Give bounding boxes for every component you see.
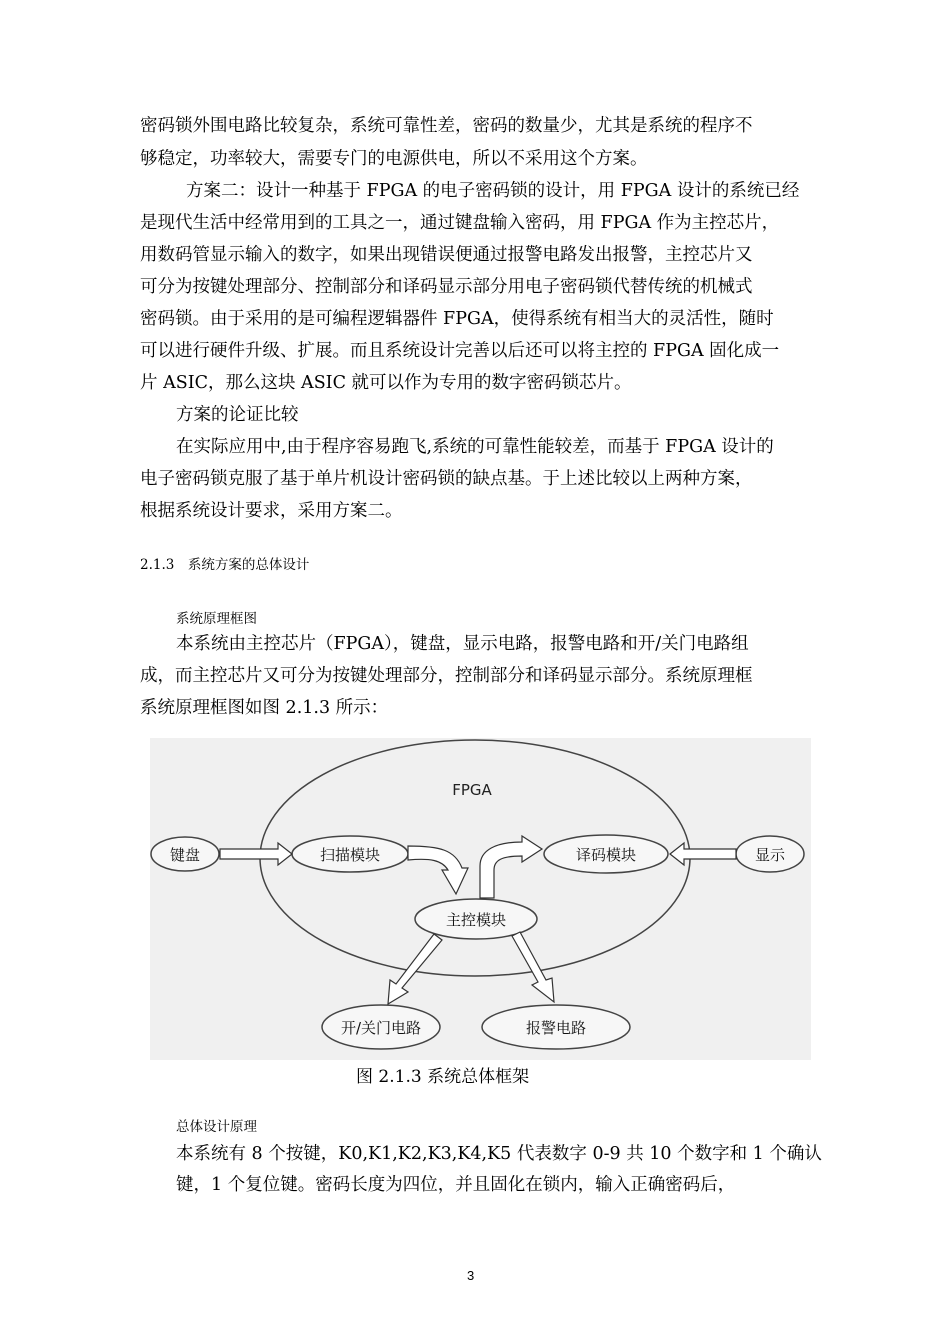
heading-compare: 方案的论证比较 bbox=[176, 405, 299, 425]
system-block-diagram bbox=[150, 738, 811, 1060]
paragraph-line: 在实际应用中,由于程序容易跑飞,系统的可靠性能较差，而基于 FPGA 设计的 bbox=[176, 437, 774, 457]
keyboard-label: 键盘 bbox=[169, 846, 201, 864]
paragraph-line: 片 ASIC，那么这块 ASIC 就可以作为专用的数字密码锁芯片。 bbox=[140, 373, 632, 393]
page-number: 3 bbox=[467, 1268, 475, 1283]
paragraph-line: 根据系统设计要求，采用方案二。 bbox=[140, 501, 403, 521]
paragraph-line: 本系统由主控芯片（FPGA），键盘，显示电路，报警电路和开/关门电路组 bbox=[176, 634, 749, 654]
section-heading: 2.1.3 系统方案的总体设计 bbox=[140, 557, 310, 573]
paragraph-line: 电子密码锁克服了基于单片机设计密码锁的缺点基。于上述比较以上两种方案， bbox=[140, 469, 753, 489]
subheading-diagram: 系统原理框图 bbox=[176, 611, 257, 627]
paragraph-line: 系统原理框图如图 2.1.3 所示： bbox=[140, 698, 389, 718]
main-control-label: 主控模块 bbox=[445, 911, 507, 929]
paragraph-line: 密码锁外围电路比较复杂，系统可靠性差，密码的数量少，尤其是系统的程序不 bbox=[140, 116, 753, 136]
paragraph-line: 用数码管显示输入的数字，如果出现错误便通过报警电路发出报警，主控芯片又 bbox=[140, 245, 753, 265]
paragraph-line: 本系统有 8 个按键，K0,K1,K2,K3,K4,K5 代表数字 0-9 共 10 个数字和 1 个确认 bbox=[176, 1144, 822, 1164]
fpga-label: FPGA bbox=[452, 781, 492, 799]
paragraph-line: 成，而主控芯片又可分为按键处理部分，控制部分和译码显示部分。系统原理框 bbox=[140, 666, 753, 686]
display-label: 显示 bbox=[754, 846, 786, 864]
paragraph-line: 键，1 个复位键。密码长度为四位，并且固化在锁内，输入正确密码后， bbox=[176, 1175, 736, 1195]
arrow-display-to-decode bbox=[670, 843, 736, 865]
paragraph-line: 可以进行硬件升级、扩展。而且系统设计完善以后还可以将主控的 FPGA 固化成一 bbox=[140, 341, 780, 361]
paragraph-line: 方案二：设计一种基于 FPGA 的电子密码锁的设计，用 FPGA 设计的系统已经 bbox=[186, 181, 800, 201]
paragraph-line: 是现代生活中经常用到的工具之一，通过键盘输入密码，用 FPGA 作为主控芯片， bbox=[140, 213, 780, 233]
figure-caption: 图 2.1.3 系统总体框架 bbox=[356, 1067, 530, 1087]
alarm-circuit-label: 报警电路 bbox=[525, 1019, 587, 1037]
paragraph-line: 够稳定，功率较大，需要专门的电源供电，所以不采用这个方案。 bbox=[140, 149, 648, 169]
paragraph-line: 可分为按键处理部分、控制部分和译码显示部分用电子密码锁代替传统的机械式 bbox=[140, 277, 753, 297]
door-circuit-label: 开/关门电路 bbox=[340, 1019, 422, 1037]
paragraph-line: 密码锁。由于采用的是可编程逻辑器件 FPGA，使得系统有相当大的灵活性，随时 bbox=[140, 309, 774, 329]
arrow-keyboard-to-scan bbox=[220, 843, 292, 865]
subheading-principle: 总体设计原理 bbox=[176, 1119, 257, 1135]
decode-module-label: 译码模块 bbox=[575, 846, 637, 864]
scan-module-label: 扫描模块 bbox=[319, 846, 381, 864]
